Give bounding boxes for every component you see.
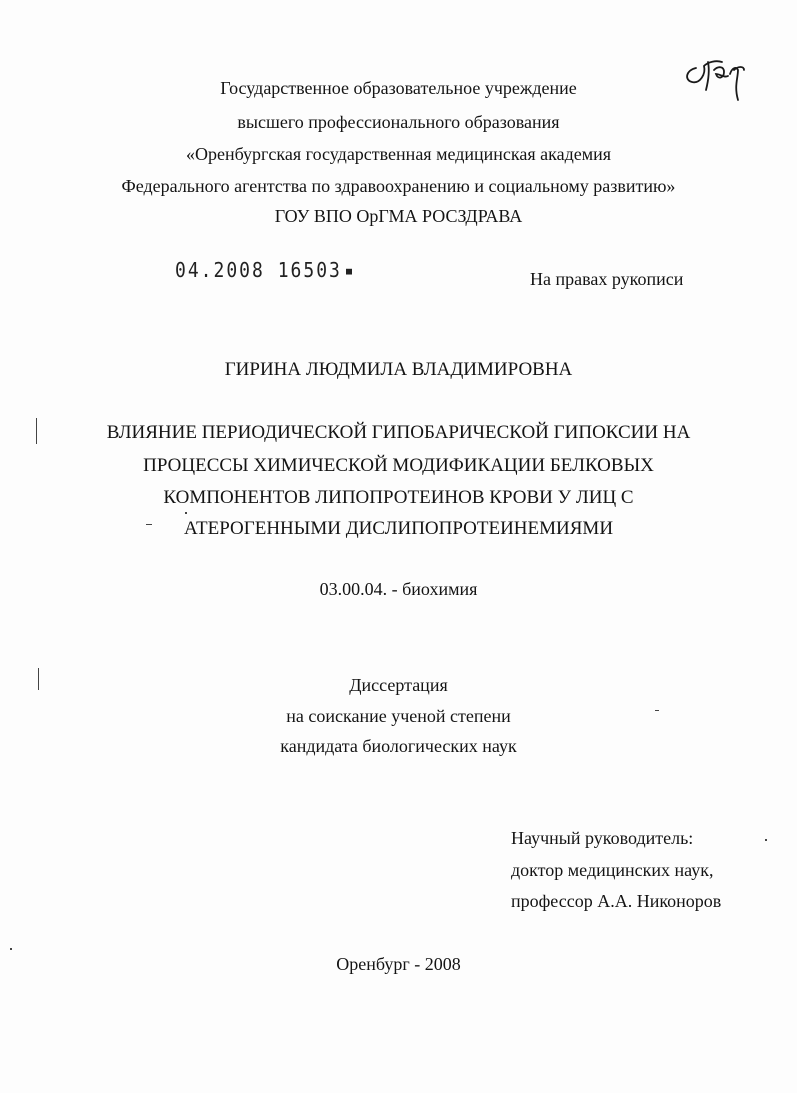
title-line-2: ПРОЦЕССЫ ХИМИЧЕСКОЙ МОДИФИКАЦИИ БЕЛКОВЫХ: [143, 455, 654, 476]
header-line-5: ГОУ ВПО ОрГМА РОСЗДРАВА: [274, 206, 523, 226]
degree-line-1: Диссертация: [349, 675, 448, 695]
title-line-1: ВЛИЯНИЕ ПЕРИОДИЧЕСКОЙ ГИПОБАРИЧЕСКОЙ ГИПОКСИИ НА: [106, 422, 691, 443]
header-line-4: Федерального агентства по здравоохранению и социальному развитию»: [121, 176, 676, 196]
supervisor-line-3: профессор А.А. Никоноров: [511, 891, 722, 911]
degree-line-3: кандидата биологических наук: [280, 736, 517, 756]
header-line-1: Государственное образовательное учреждение: [220, 78, 577, 98]
scan-mark: [36, 418, 37, 444]
handwritten-signature: [678, 40, 758, 110]
supervisor-line-1: Научный руководитель:: [511, 828, 694, 848]
scan-mark: [146, 524, 152, 525]
specialty: 03.00.04. - биохимия: [319, 579, 478, 599]
author-name: ГИРИНА ЛЮДМИЛА ВЛАДИМИРОВНА: [224, 359, 573, 380]
scan-mark: [185, 512, 187, 514]
header-line-2: высшего профессионального образования: [237, 112, 560, 132]
degree-line-2: на соискание ученой степени: [286, 706, 511, 726]
scan-mark: [10, 948, 12, 950]
header-line-3: «Оренбургская государственная медицинская академия: [185, 144, 612, 164]
scan-mark: [38, 668, 39, 690]
scan-mark: [655, 710, 659, 711]
registration-stamp: 04.2008 16503: [175, 258, 352, 282]
title-line-4: АТЕРОГЕННЫМИ ДИСЛИПОПРОТЕИНЕМИЯМИ: [183, 518, 614, 539]
place-year: Оренбург - 2008: [336, 954, 461, 974]
rights-note: На правах рукописи: [530, 269, 684, 289]
supervisor-line-2: доктор медицинских наук,: [511, 860, 714, 880]
scan-mark: [765, 839, 767, 841]
title-line-3: КОМПОНЕНТОВ ЛИПОПРОТЕИНОВ КРОВИ У ЛИЦ С: [163, 487, 634, 508]
